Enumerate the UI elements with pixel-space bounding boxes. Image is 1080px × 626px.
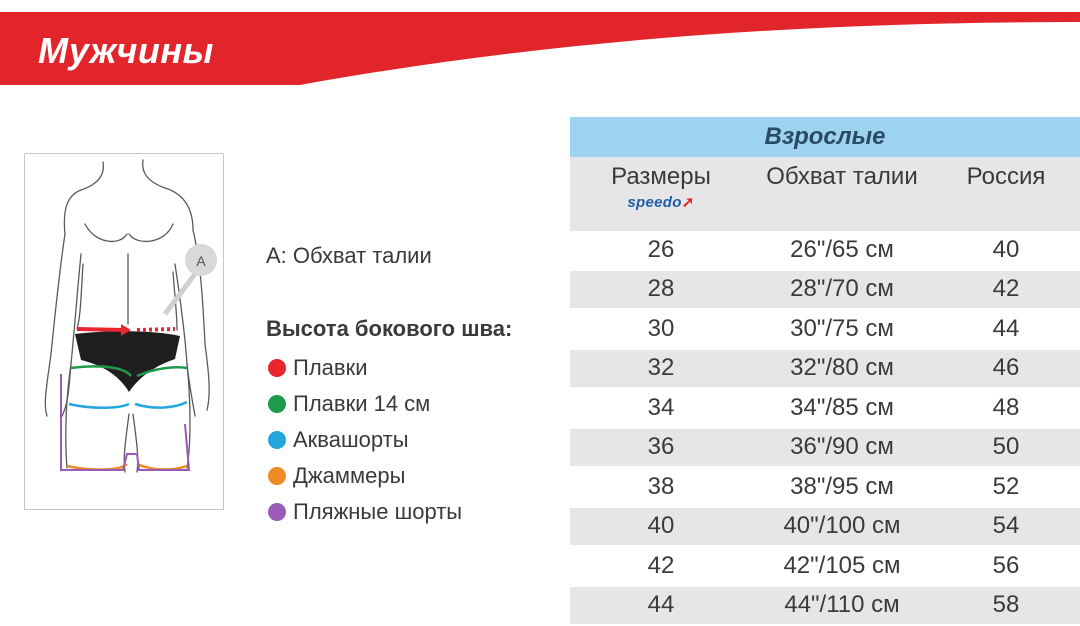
size-cell: 38 — [570, 467, 752, 507]
size-cell: 40 — [570, 507, 752, 547]
size-cell: 26 — [570, 231, 752, 270]
size-cell: 30 — [570, 309, 752, 349]
waist-cell: 28"/70 см — [752, 270, 932, 310]
waist-cell: 30"/75 см — [752, 309, 932, 349]
blue-dot-icon — [268, 431, 286, 449]
header-banner — [0, 0, 1080, 85]
table-row — [570, 270, 1080, 310]
russia-cell: 46 — [932, 349, 1080, 389]
male-figure-illustration — [25, 154, 225, 511]
size-cell: 42 — [570, 546, 752, 586]
table-body — [570, 231, 1080, 625]
waist-cell: 34"/85 см — [752, 388, 932, 428]
waist-cell: 36"/90 см — [752, 428, 932, 468]
russia-cell: 40 — [932, 231, 1080, 270]
table-row — [570, 546, 1080, 586]
col-header-russia: Россия — [932, 157, 1080, 231]
russia-cell: 48 — [932, 388, 1080, 428]
waist-cell: 42"/105 см — [752, 546, 932, 586]
size-cell: 32 — [570, 349, 752, 389]
size-cell: 44 — [570, 586, 752, 626]
page-title: Мужчины — [38, 30, 214, 71]
col-header-waist: Обхват талии — [752, 157, 932, 231]
table-row — [570, 349, 1080, 389]
marker-a-label: A — [196, 253, 206, 269]
russia-cell: 54 — [932, 507, 1080, 547]
size-cell: 34 — [570, 388, 752, 428]
legend-label: Аквашорты — [293, 427, 409, 452]
waist-cell: 38"/95 см — [752, 467, 932, 507]
legend-label: Плавки 14 см — [293, 391, 431, 416]
waist-cell: 32"/80 см — [752, 349, 932, 389]
legend-item-jammers — [268, 458, 462, 494]
size-cell: 36 — [570, 428, 752, 468]
seam-height-title: Высота бокового шва: — [266, 316, 513, 341]
russia-cell: 58 — [932, 586, 1080, 626]
russia-cell: 50 — [932, 428, 1080, 468]
speedo-logo: speedo➚ — [627, 194, 695, 211]
table-row — [570, 467, 1080, 507]
waist-cell: 26"/65 см — [752, 231, 932, 270]
orange-dot-icon — [268, 467, 286, 485]
green-dot-icon — [268, 395, 286, 413]
col-header-sizes — [570, 157, 752, 231]
russia-cell: 56 — [932, 546, 1080, 586]
group-title: Взрослые — [570, 117, 1080, 157]
seam-legend — [268, 350, 462, 530]
table-row — [570, 586, 1080, 626]
table-row — [570, 309, 1080, 349]
waist-cell: 44"/110 см — [752, 586, 932, 626]
legend-label: Пляжные шорты — [293, 499, 463, 524]
russia-cell: 44 — [932, 309, 1080, 349]
size-table — [570, 117, 1080, 626]
col-sizes-label: Размеры — [611, 163, 711, 190]
russia-cell: 42 — [932, 270, 1080, 310]
waist-cell: 40"/100 см — [752, 507, 932, 547]
legend-item-briefs — [268, 350, 462, 386]
waist-label: A: Обхват талии — [266, 243, 432, 268]
size-cell: 28 — [570, 270, 752, 310]
table-row — [570, 388, 1080, 428]
purple-dot-icon — [268, 503, 286, 521]
red-dot-icon — [268, 359, 286, 377]
legend-item-beach-shorts — [268, 494, 462, 530]
table-group-header — [570, 117, 1080, 157]
table-column-header — [570, 157, 1080, 231]
table-row — [570, 428, 1080, 468]
table-row — [570, 231, 1080, 270]
legend-item-aquashorts — [268, 422, 462, 458]
legend-label: Плавки — [293, 355, 368, 380]
legend-item-briefs-14 — [268, 386, 462, 422]
body-figure — [24, 153, 224, 510]
legend-label: Джаммеры — [293, 463, 406, 488]
russia-cell: 52 — [932, 467, 1080, 507]
table-row — [570, 507, 1080, 547]
